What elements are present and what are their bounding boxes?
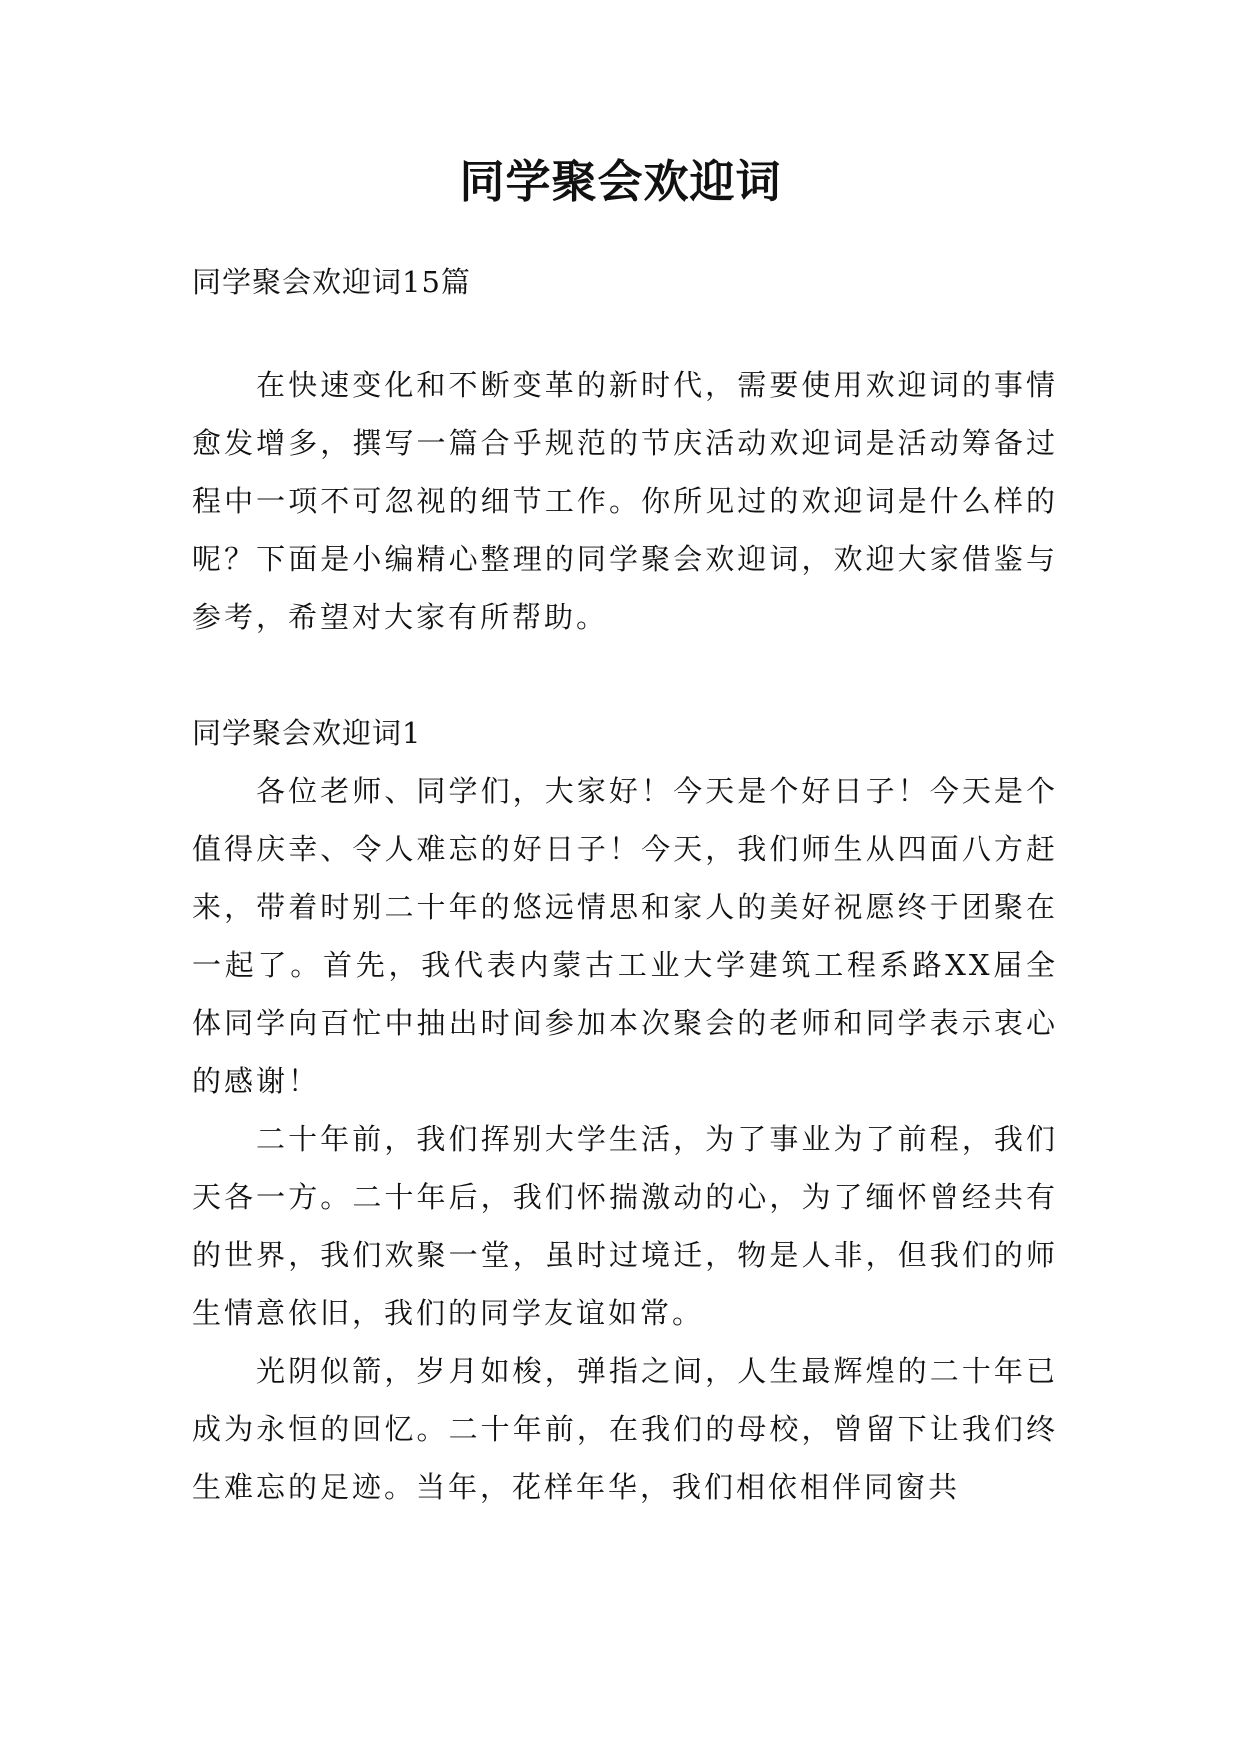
section-heading-1: 同学聚会欢迎词1 [192,716,422,750]
body-paragraph-2: 二十年前，我们挥别大学生活，为了事业为了前程，我们天各一方。二十年后，我们怀揣激动的心，为了缅怀曾经共有的世界，我们欢聚一堂，虽时过境迁，物是人非，但我们的师生情意依旧，我们的同学友谊如常。 [192,1122,1058,1330]
page-title: 同学聚会欢迎词 [459,155,782,208]
body-paragraph-1: 各位老师、同学们，大家好！今天是个好日子！今天是个值得庆幸、令人难忘的好日子！今天，我们师生从四面八方赶来，带着时别二十年的悠远情思和家人的美好祝愿终于团聚在一起了。首先，我代表内蒙古工业大学建筑工程系路XX届全体同学向百忙中抽出时间参加本次聚会的老师和同学表示衷心的感谢！ [192,774,1058,1098]
document-subtitle: 同学聚会欢迎词15篇 [192,265,471,299]
body-paragraph-3: 光阴似箭，岁月如梭，弹指之间，人生最辉煌的二十年已成为永恒的回忆。二十年前，在我们的母校，曾留下让我们终生难忘的足迹。当年，花样年华，我们相依相伴同窗共 [192,1354,1058,1504]
intro-paragraph: 在快速变化和不断变革的新时代，需要使用欢迎词的事情愈发增多，撰写一篇合乎规范的节庆活动欢迎词是活动筹备过程中一项不可忽视的细节工作。你所见过的欢迎词是什么样的呢？下面是小编精心整理的同学聚会欢迎词，欢迎大家借鉴与参考，希望对大家有所帮助。 [192,368,1058,634]
